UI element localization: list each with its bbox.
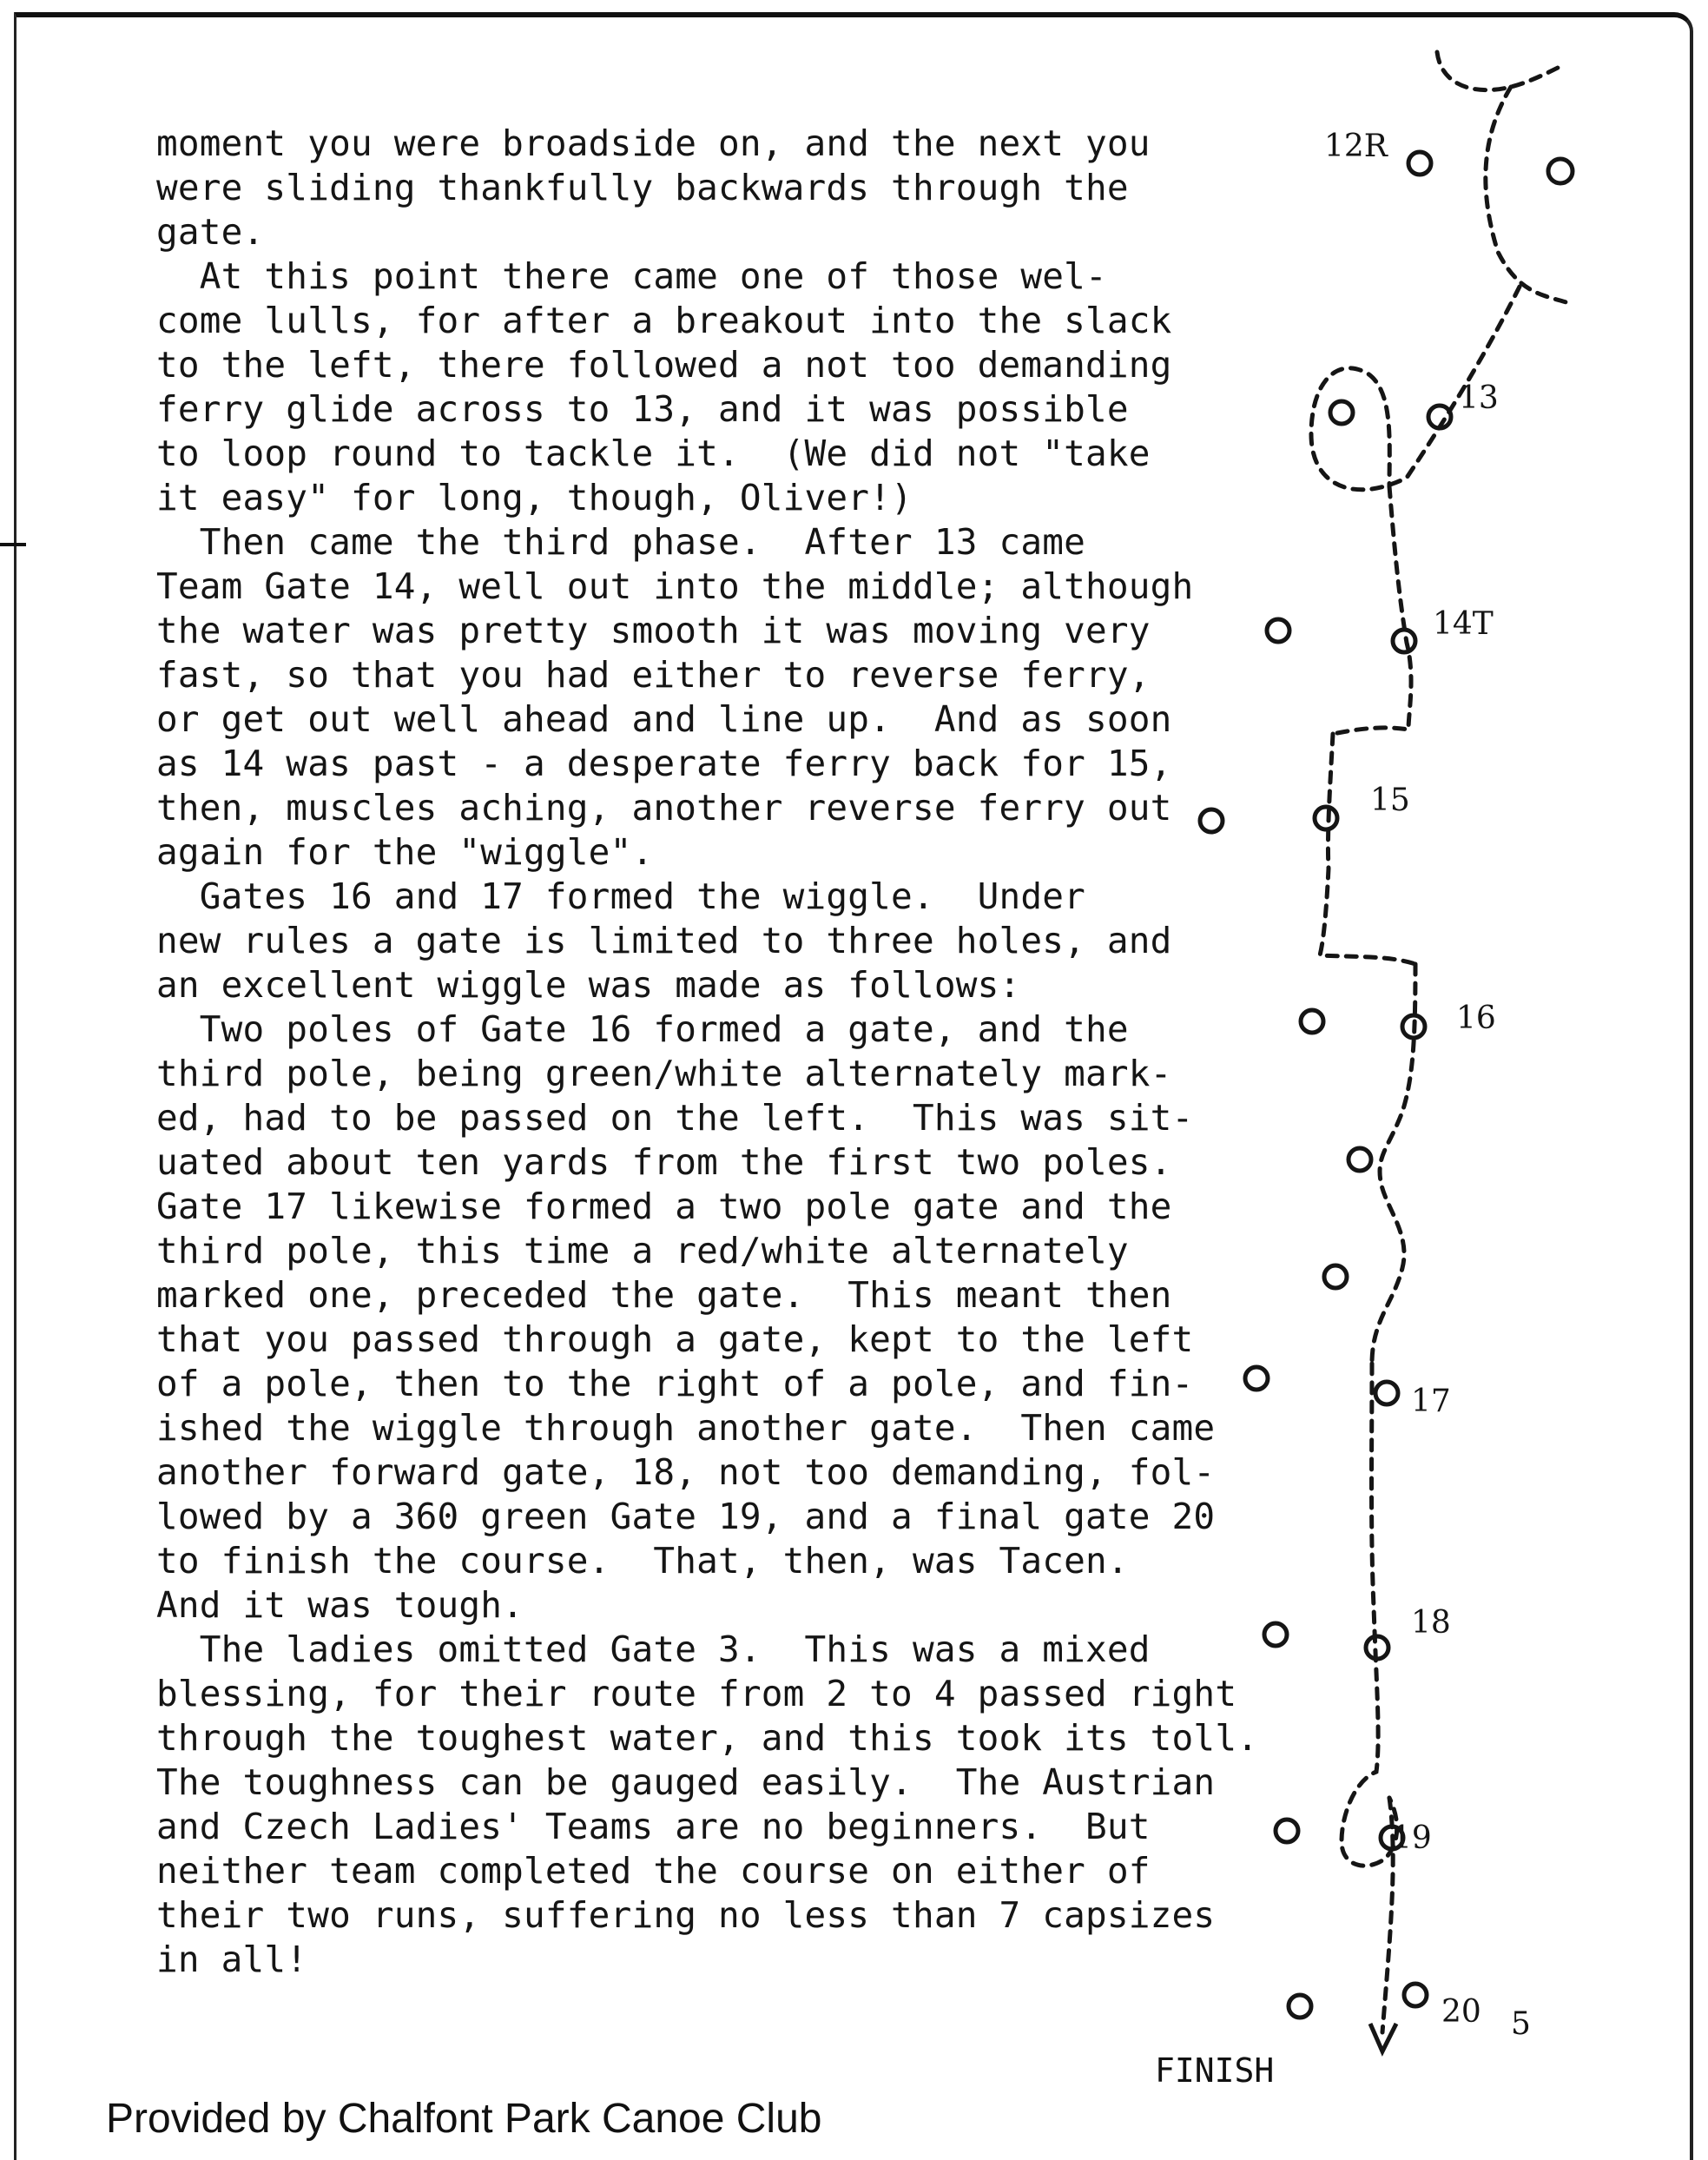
text-line: gate. (156, 211, 265, 253)
text-line: to loop round to tackle it. (We did not "take (156, 433, 1151, 474)
route-path (1437, 52, 1563, 90)
text-line: through the toughest water, and this took its toll. (156, 1717, 1259, 1759)
gate-pole-marker (1548, 159, 1573, 183)
text-line: At this point there came one of those wel- (156, 255, 1107, 297)
text-line: marked one, preceded the gate. This meant then (156, 1274, 1172, 1316)
text-line: The ladies omitted Gate 3. This was a mixed (156, 1628, 1151, 1670)
gate-pole-marker (1324, 1265, 1347, 1288)
text-line: uated about ten yards from the first two poles. (156, 1141, 1172, 1183)
route-path (1333, 486, 1411, 734)
text-line: neither team completed the course on either of (156, 1850, 1151, 1892)
gate-14t-label: 14T (1433, 606, 1494, 642)
article-text (156, 122, 1311, 1982)
text-line: the water was pretty smooth it was moving very (156, 610, 1151, 651)
text-line: third pole, this time a red/white alternately (156, 1230, 1129, 1272)
text-line: then, muscles aching, another reverse ferry out (156, 787, 1172, 829)
page-number: 5 (1511, 2006, 1531, 2042)
gate-19-label: 19 (1392, 1820, 1432, 1856)
text-line: again for the "wiggle". (156, 831, 654, 873)
gate-pole-marker (1404, 1984, 1427, 2006)
text-line: third pole, being green/white alternately mark- (156, 1053, 1172, 1094)
gate-18-label: 18 (1411, 1605, 1451, 1641)
course-route-diagram (1181, 35, 1598, 2084)
route-path (1320, 734, 1415, 964)
text-line: to the left, there followed a not too demanding (156, 344, 1172, 386)
text-line: or get out well ahead and line up. And as soon (156, 698, 1172, 740)
gate-pole-marker (1301, 1010, 1323, 1033)
gate-pole-marker (1349, 1148, 1371, 1171)
text-line: ed, had to be passed on the left. This was sit- (156, 1097, 1194, 1139)
text-line: come lulls, for after a breakout into the slack (156, 300, 1172, 341)
gate-pole-marker (1393, 630, 1415, 652)
gate-pole-marker (1264, 1623, 1287, 1646)
text-line: fast, so that you had either to reverse ferry, (156, 654, 1151, 696)
text-line: Team Gate 14, well out into the middle; although (156, 565, 1194, 607)
gate-13-label: 13 (1459, 380, 1499, 416)
text-line: new rules a gate is limited to three holes, and (156, 920, 1172, 961)
text-line: blessing, for their route from 2 to 4 passed right (156, 1673, 1237, 1714)
text-line: their two runs, suffering no less than 7 capsizes (156, 1894, 1216, 1936)
text-line: Gate 17 likewise formed a two pole gate and the (156, 1186, 1172, 1227)
text-line: to finish the course. That, then, was Tacen. (156, 1540, 1129, 1582)
text-line: and Czech Ladies' Teams are no beginners. But (156, 1806, 1151, 1847)
gate-pole-marker (1267, 619, 1289, 642)
gate-16-label: 16 (1456, 1001, 1496, 1036)
gate-12r-label: 12R (1324, 129, 1388, 164)
text-line: that you passed through a gate, kept to the left (156, 1318, 1194, 1360)
gate-20-label: 20 (1441, 1994, 1481, 2030)
gate-pole-marker (1276, 1820, 1298, 1842)
text-line: Then came the third phase. After 13 came (156, 521, 1086, 563)
gate-pole-marker (1200, 809, 1223, 832)
text-line: another forward gate, 18, not too demanding, fol- (156, 1451, 1216, 1493)
text-line: Two poles of Gate 16 formed a gate, and the (156, 1008, 1129, 1050)
text-line: as 14 was past - a desperate ferry back for 15, (156, 743, 1172, 784)
text-line: Gates 16 and 17 formed the wiggle. Under (156, 875, 1086, 917)
text-line: And it was tough. (156, 1584, 524, 1626)
gate-pole-marker (1330, 401, 1353, 424)
text-line: were sliding thankfully backwards through the (156, 167, 1129, 208)
text-line: moment you were broadside on, and the next you (156, 122, 1151, 164)
text-line: lowed by a 360 green Gate 19, and a final gate 20 (156, 1496, 1216, 1537)
finish-label: FINISH (1155, 2051, 1275, 2090)
gate-15-label: 15 (1370, 783, 1410, 818)
binding-mark (0, 543, 26, 546)
text-line: The toughness can be gauged easily. The Austrian (156, 1761, 1216, 1803)
gate-pole-marker (1315, 807, 1337, 829)
route-path (1372, 964, 1415, 1364)
gate-17-label: 17 (1411, 1384, 1451, 1419)
gate-pole-marker (1289, 1995, 1311, 2018)
text-line: ferry glide across to 13, and it was possible (156, 388, 1129, 430)
gate-pole-marker (1375, 1382, 1398, 1404)
text-line: in all! (156, 1939, 308, 1980)
footer-credit: Provided by Chalfont Park Canoe Club (106, 2096, 822, 2142)
text-line: of a pole, then to the right of a pole, and fin- (156, 1363, 1194, 1404)
gate-pole-marker (1408, 152, 1431, 175)
gate-pole-marker (1245, 1367, 1268, 1390)
text-line: ished the wiggle through another gate. Then came (156, 1407, 1216, 1449)
text-line: an excellent wiggle was made as follows: (156, 964, 1021, 1006)
text-line: it easy" for long, though, Oliver!) (156, 477, 913, 519)
route-path (1486, 87, 1572, 304)
route-path (1342, 1364, 1397, 1866)
